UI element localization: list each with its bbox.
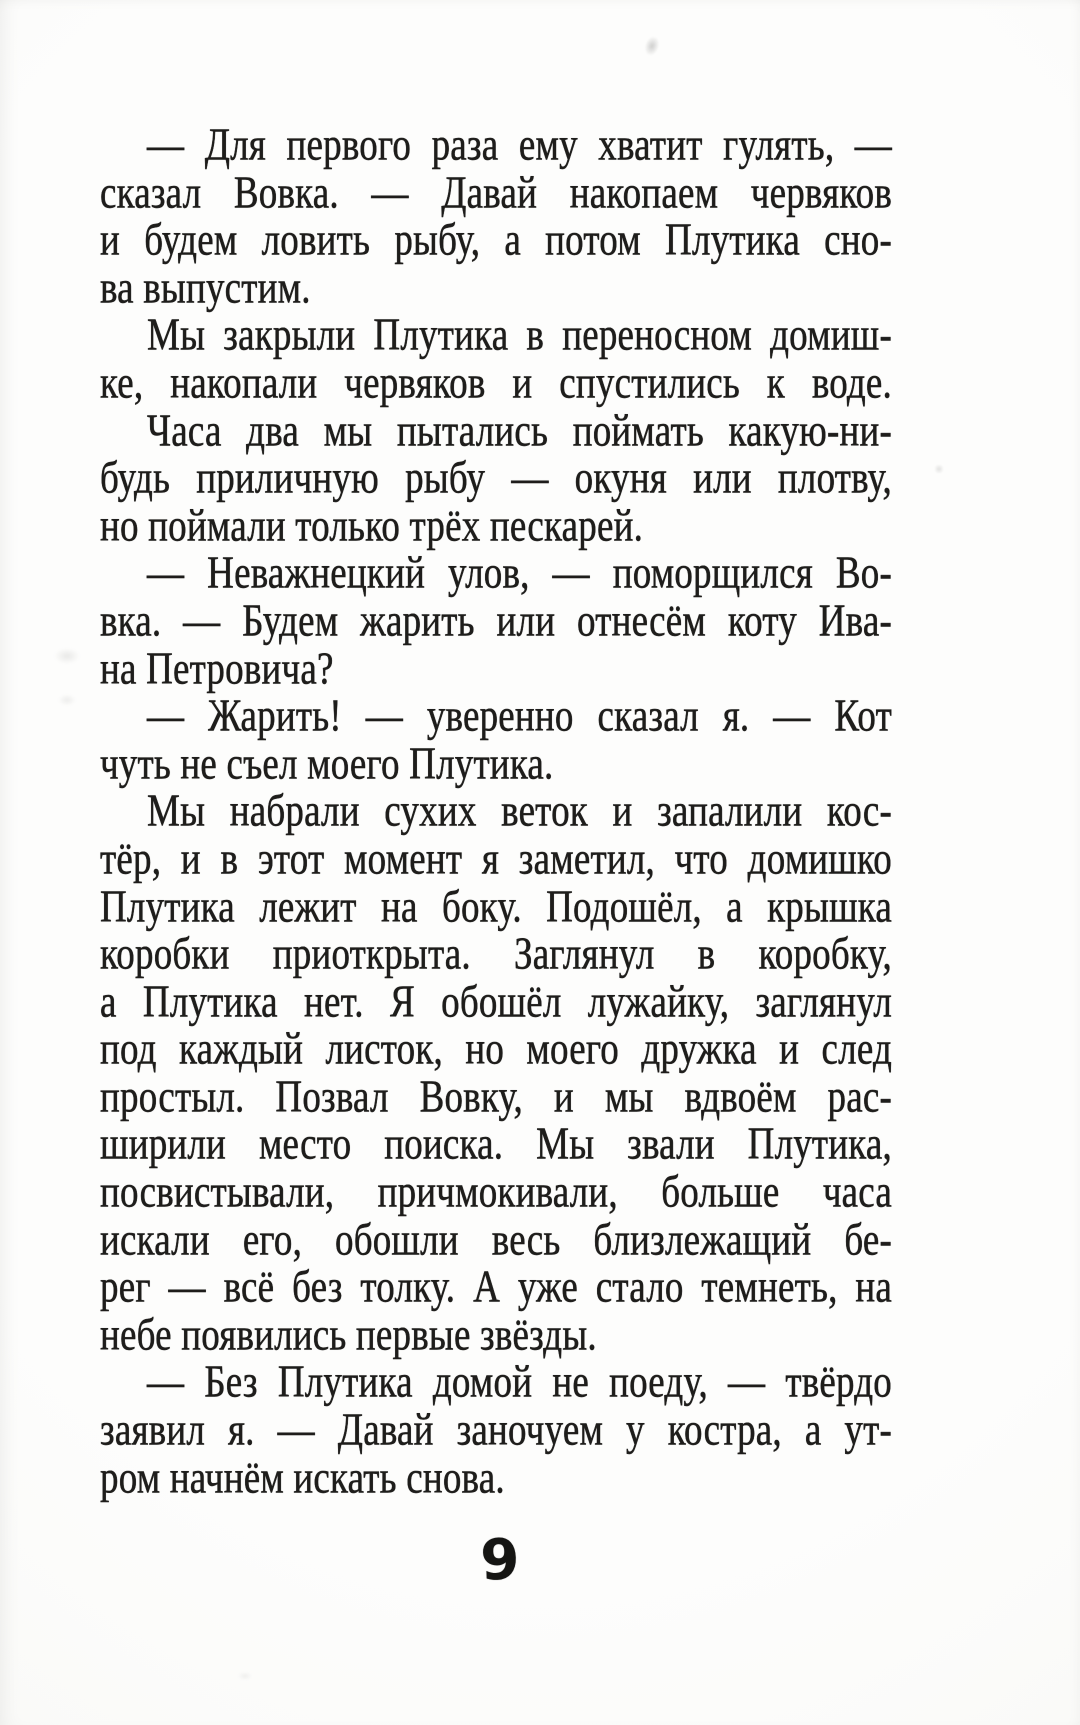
text-line: и будем ловить рыбу, а потом Плутика сно- bbox=[100, 215, 892, 267]
text-line: Часа два мы пытались поймать какую-ни- bbox=[147, 405, 892, 457]
text-line: посвистывали, причмокивали, больше часа bbox=[100, 1167, 892, 1218]
text-line: чуть не съел моего Плутика. bbox=[100, 738, 554, 790]
text-line: ром начнём искать снова. bbox=[100, 1452, 505, 1504]
text-line: — Без Плутика домой не поеду, — твёрдо bbox=[147, 1357, 892, 1409]
text-line: ва выпустим. bbox=[100, 262, 311, 314]
text-line: — Жарить! — уверенно сказал я. — Кот bbox=[147, 691, 892, 742]
scan-smudge-icon bbox=[54, 648, 80, 664]
text-line: но поймали только трёх пескарей. bbox=[100, 500, 644, 552]
story-text bbox=[100, 122, 892, 1502]
text-line: коробки приоткрыта. Заглянул в коробку, bbox=[100, 929, 892, 980]
text-line: искали его, обошли весь близлежащий бе- bbox=[100, 1214, 892, 1266]
text-line: ширили место поиска. Мы звали Плутика, bbox=[100, 1119, 892, 1171]
scan-smudge-icon bbox=[934, 464, 944, 474]
text-line: Мы закрыли Плутика в переносном домиш- bbox=[147, 310, 892, 362]
text-line: рег — всё без толку. А уже стало темнеть, на bbox=[100, 1262, 892, 1314]
scan-smudge-icon bbox=[642, 34, 661, 57]
text-line: заявил я. — Давай заночуем у костра, а ут- bbox=[100, 1405, 892, 1456]
text-line: тёр, и в этот момент я заметил, что домишко bbox=[100, 833, 892, 885]
text-line: небе появились первые звёзды. bbox=[100, 1309, 597, 1361]
scan-smudge-icon bbox=[58, 694, 76, 706]
text-line: под каждый листок, но моего дружка и след bbox=[100, 1024, 892, 1076]
text-line: будь приличную рыбу — окуня или плотву, bbox=[100, 453, 892, 505]
text-line: вка. — Будем жарить или отнесём коту Ива- bbox=[100, 595, 892, 647]
text-line: — Для первого раза ему хватит гулять, — bbox=[147, 120, 892, 171]
text-line: Мы набрали сухих веток и запалили кос- bbox=[147, 786, 892, 838]
text-line: а Плутика нет. Я обошёл лужайку, заглянул bbox=[100, 976, 892, 1028]
text-line: Плутика лежит на боку. Подошёл, а крышка bbox=[100, 881, 892, 933]
text-line: — Неважнецкий улов, — поморщился Во- bbox=[147, 548, 892, 600]
text-line: на Петровича? bbox=[100, 643, 334, 695]
text-line: сказал Вовка. — Давай накопаем червяков bbox=[100, 167, 892, 219]
scan-smudge-icon bbox=[238, 1672, 252, 1680]
text-line: ке, накопали червяков и спустились к воде. bbox=[100, 357, 892, 409]
page-number: 9 bbox=[479, 1527, 521, 1594]
text-line: простыл. Позвал Вовку, и мы вдвоём рас- bbox=[100, 1071, 892, 1123]
